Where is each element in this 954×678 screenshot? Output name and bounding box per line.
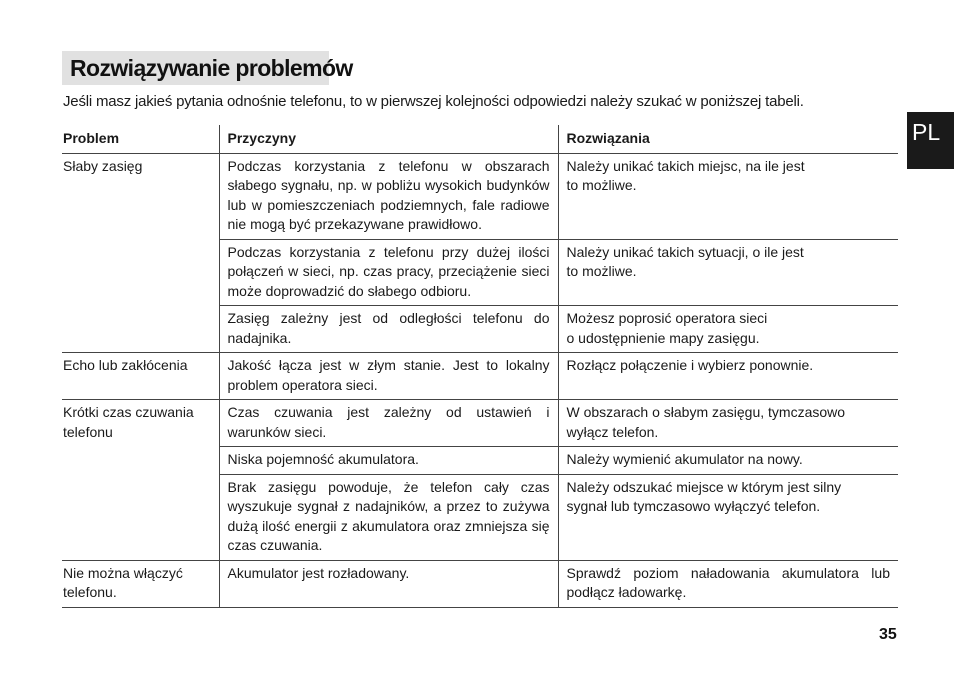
section-title-box [62,51,353,85]
page-number: 35 [879,626,897,643]
table-row [62,400,898,447]
cause-cell: Niska pojemność akumulatora. [219,447,558,475]
troubleshooting-table [62,125,898,608]
cause-cell: Podczas korzystania z telefonu przy dużej ilości połączeń w sieci, np. czas pracy, przeciążenie sieci może doprowadzić do słabego odbioru. [219,239,558,306]
intro-text: Jeśli masz jakieś pytania odnośnie telefonu, to w pierwszej kolejności odpowiedzi należy szukać w poniższej tabeli. [63,93,804,110]
header-causes: Przyczyny [219,125,558,153]
cause-cell: Akumulator jest rozładowany. [219,560,558,607]
solution-cell: Należy unikać takich sytuacji, o ile jest to możliwe. [558,239,898,306]
language-tab: PL [907,112,954,169]
cause-cell: Czas czuwania jest zależny od ustawień i warunków sieci. [219,400,558,447]
solution-cell: W obszarach o słabym zasięgu, tymczasowo wyłącz telefon. [558,400,898,447]
solution-cell: Należy unikać takich miejsc, na ile jest to możliwe. [558,153,898,239]
solution-cell: Należy odszukać miejsce w którym jest silny sygnał lub tymczasowo wyłączyć telefon. [558,474,898,560]
solution-cell: Sprawdź poziom naładowania akumulatora lub podłącz ładowarkę. [558,560,898,607]
table-row [62,353,898,400]
header-solutions: Rozwiązania [558,125,898,153]
solution-cell: Należy wymienić akumulator na nowy. [558,447,898,475]
problem-cell: Echo lub zakłócenia [62,353,219,400]
table-row [62,153,898,239]
solution-cell: Możesz poprosić operatora sieci o udostępnienie mapy zasięgu. [558,306,898,353]
cause-cell: Jakość łącza jest w złym stanie. Jest to lokalny problem operatora sieci. [219,353,558,400]
cause-cell: Zasięg zależny jest od odległości telefonu do nadajnika. [219,306,558,353]
problem-cell: Słaby zasięg [62,153,219,353]
header-problem: Problem [62,125,219,153]
problem-cell: Nie można włączyć telefonu. [62,560,219,607]
table-row [62,560,898,607]
table-header-row [62,125,898,153]
section-title: Rozwiązywanie problemów [70,54,353,81]
solution-cell: Rozłącz połączenie i wybierz ponownie. [558,353,898,400]
cause-cell: Podczas korzystania z telefonu w obszarach słabego sygnału, np. w pobliżu wysokich budynków lub w pomieszczeniach podziemnych, fale radiowe nie mogą być przekazywane prawidłowo. [219,153,558,239]
problem-cell: Krótki czas czuwania telefonu [62,400,219,561]
cause-cell: Brak zasięgu powoduje, że telefon cały czas wyszukuje sygnał z nadajników, a przez to zużywa dużą ilość energii z akumulatora oraz zmniejsza się czas czuwania. [219,474,558,560]
